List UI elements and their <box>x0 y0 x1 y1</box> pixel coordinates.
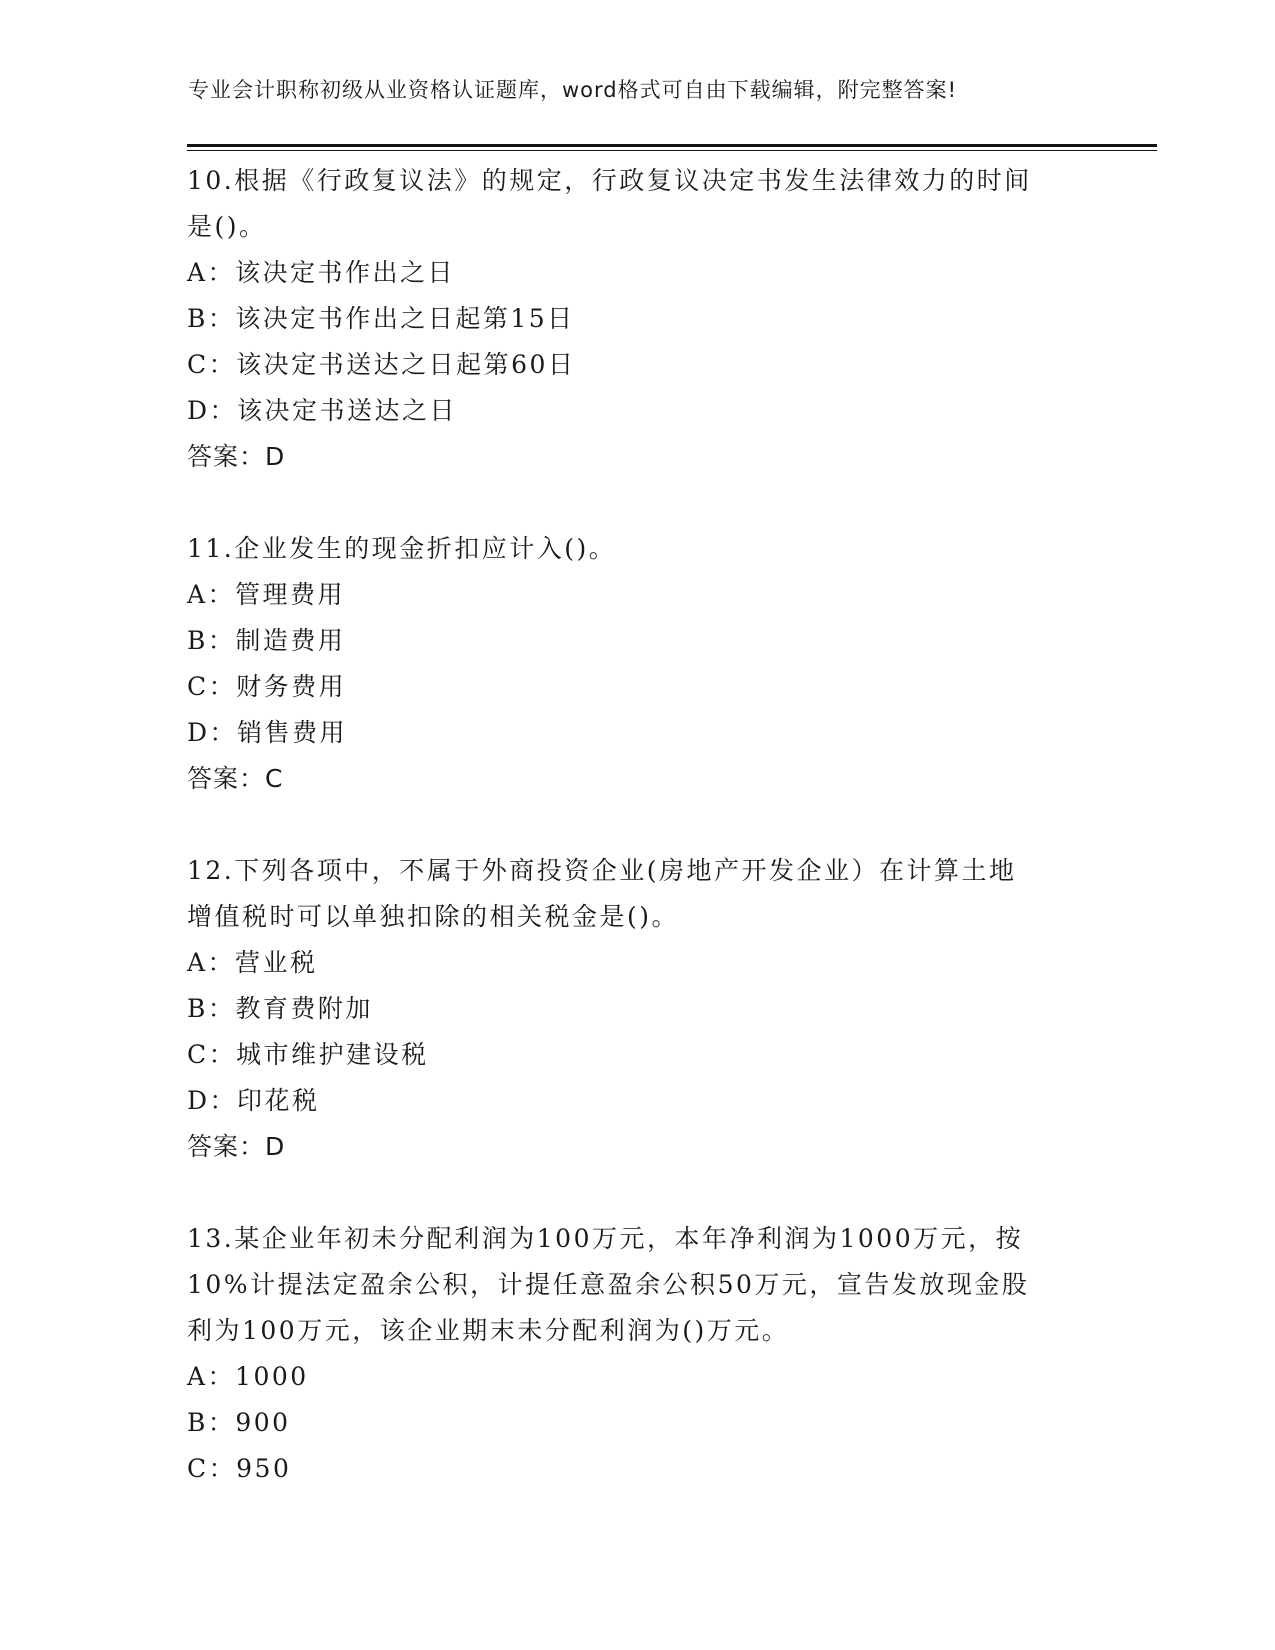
option-c: C：该决定书送达之日起第60日 <box>187 350 576 379</box>
answer-label: 答案：D <box>187 1132 286 1161</box>
option-b: B：制造费用 <box>187 626 346 655</box>
question-11 <box>187 526 1087 802</box>
option-d: D：该决定书送达之日 <box>187 396 458 425</box>
spacer <box>187 802 1087 848</box>
spacer <box>187 1170 1087 1216</box>
question-10 <box>187 158 1087 480</box>
option-b: B：900 <box>187 1408 291 1437</box>
option-c: C：950 <box>187 1454 292 1483</box>
option-d: D：印花税 <box>187 1086 320 1115</box>
option-b: B：教育费附加 <box>187 994 373 1023</box>
option-c: C：财务费用 <box>187 672 347 701</box>
question-list <box>187 158 1087 1492</box>
question-13 <box>187 1216 1087 1492</box>
question-stem: 10.根据《行政复议法》的规定，行政复议决定书发生法律效力的时间 <box>187 166 1032 195</box>
question-12 <box>187 848 1087 1170</box>
question-stem: 是()。 <box>187 212 267 241</box>
question-stem: 11.企业发生的现金折扣应计入()。 <box>187 534 617 563</box>
question-stem: 增值税时可以单独扣除的相关税金是()。 <box>187 902 680 931</box>
option-a: A：营业税 <box>187 948 318 977</box>
page-header: 专业会计职称初级从业资格认证题库，word格式可自由下载编辑，附完整答案! <box>188 78 958 102</box>
answer-label: 答案：C <box>187 764 284 793</box>
question-stem: 利为100万元，该企业期末未分配利润为()万元。 <box>187 1316 790 1345</box>
option-b: B：该决定书作出之日起第15日 <box>187 304 575 333</box>
option-c: C：城市维护建设税 <box>187 1040 429 1069</box>
question-stem: 10%计提法定盈余公积，计提任意盈余公积50万元，宣告发放现金股 <box>187 1270 1030 1299</box>
spacer <box>187 480 1087 526</box>
question-stem: 12.下列各项中，不属于外商投资企业(房地产开发企业）在计算土地 <box>187 856 1017 885</box>
header-rule-thick <box>187 144 1157 147</box>
answer-label: 答案：D <box>187 442 286 471</box>
header-rule-thin <box>187 150 1157 151</box>
option-a: A：该决定书作出之日 <box>187 258 456 287</box>
option-d: D：销售费用 <box>187 718 348 747</box>
question-stem: 13.某企业年初未分配利润为100万元，本年净利润为1000万元，按 <box>187 1224 1024 1253</box>
option-a: A：管理费用 <box>187 580 346 609</box>
option-a: A：1000 <box>187 1362 309 1391</box>
